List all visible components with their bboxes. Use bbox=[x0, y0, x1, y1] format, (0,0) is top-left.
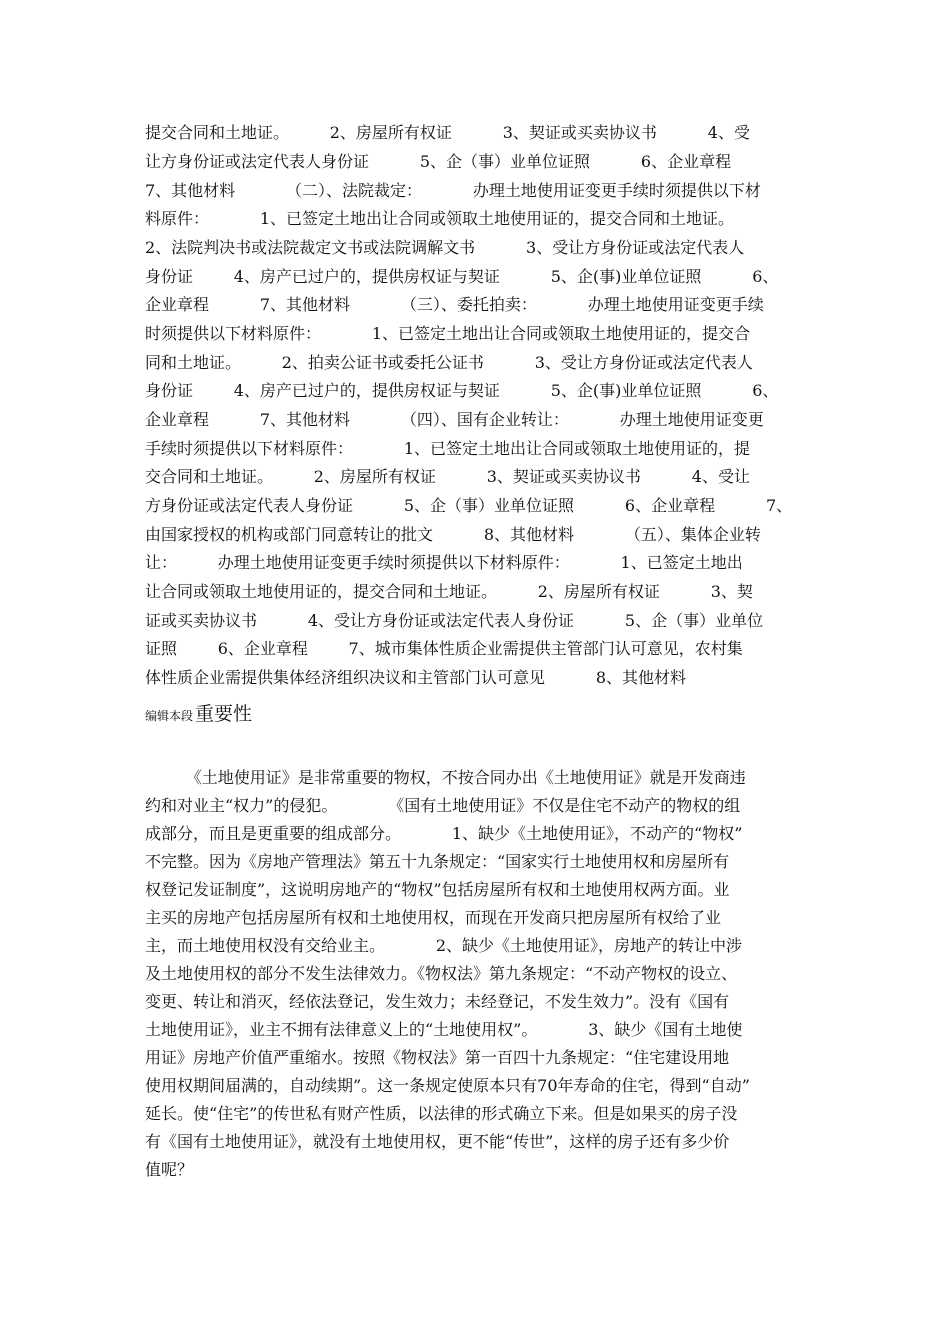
text-line: 同和土地证。 2、拍卖公证书或委托公证书 3、受让方身份证或法定代表人 bbox=[145, 353, 753, 372]
text-line: 企业章程 7、其他材料 （四）、国有企业转让： 办理土地使用证变更 bbox=[145, 410, 764, 429]
text-line: 延长。使“住宅”的传世私有财产性质，以法律的形式确立下来。但是如果买的房子没 bbox=[145, 1104, 738, 1123]
text-line: 权登记发证制度”，这说明房地产的“物权”包括房屋所有权和土地使用权两方面。业 bbox=[145, 880, 730, 899]
text-line: 提交合同和土地证。 2、房屋所有权证 3、契证或买卖协议书 4、受 bbox=[145, 123, 750, 142]
text-line: 7、其他材料 （二）、法院裁定： 办理土地使用证变更手续时须提供以下材 bbox=[145, 181, 761, 200]
text-line: 让： 办理土地使用证变更手续时须提供以下材料原件： 1、已签定土地出 bbox=[145, 553, 743, 572]
text-line: 约和对业主“权力”的侵犯。 《国有土地使用证》不仅是住宅不动产的物权的组 bbox=[145, 796, 741, 815]
text-line: 证照 6、企业章程 7、城市集体性质企业需提供主管部门认可意见，农村集 bbox=[145, 639, 743, 658]
text-line: 《土地使用证》是非常重要的物权，不按合同办出《土地使用证》就是开发商违 bbox=[145, 768, 746, 787]
text-line: 主，而土地使用权没有交给业主。 2、缺少《土地使用证》，房地产的转让中涉 bbox=[145, 936, 743, 955]
text-line: 值呢？ bbox=[145, 1160, 194, 1179]
text-line: 企业章程 7、其他材料 （三）、委托拍卖： 办理土地使用证变更手续 bbox=[145, 295, 764, 314]
text-line: 证或买卖协议书 4、受让方身份证或法定代表人身份证 5、企（事）业单位 bbox=[145, 611, 764, 630]
text-line: 成部分，而且是更重要的组成部分。 1、缺少《土地使用证》，不动产的“物权” bbox=[145, 824, 743, 843]
text-line: 方身份证或法定代表人身份证 5、企（事）业单位证照 6、企业章程 7、 bbox=[145, 496, 793, 515]
text-line: 料原件： 1、已签定土地出让合同或领取土地使用证的，提交合同和土地证。 bbox=[145, 209, 735, 228]
text-line: 让方身份证或法定代表人身份证 5、企（事）业单位证照 6、企业章程 bbox=[145, 152, 732, 171]
text-line: 由国家授权的机构或部门同意转让的批文 8、其他材料 （五）、集体企业转 bbox=[145, 525, 761, 544]
text-line: 主买的房地产包括房屋所有权和土地使用权，而现在开发商只把房屋所有权给了业 bbox=[145, 908, 722, 927]
text-line: 使用权期间届满的，自动续期”。这一条规定使原本只有70年寿命的住宅，得到“自动” bbox=[145, 1076, 750, 1095]
text-line: 让合同或领取土地使用证的，提交合同和土地证。 2、房屋所有权证 3、契 bbox=[145, 582, 753, 601]
text-line: 变更、转让和消灭，经依法登记，发生效力；未经登记，不发生效力”。没有《国有 bbox=[145, 992, 730, 1011]
text-line: 身份证 4、房产已过户的，提供房权证与契证 5、企(事)业单位证照 6、 bbox=[145, 267, 779, 286]
text-line: 时须提供以下材料原件： 1、已签定土地出让合同或领取土地使用证的，提交合 bbox=[145, 324, 751, 343]
text-line: 用证》房地产价值严重缩水。按照《物权法》第一百四十九条规定：“住宅建设用地 bbox=[145, 1048, 730, 1067]
edit-section-link[interactable]: 编辑本段 bbox=[145, 709, 194, 723]
text-line: 2、法院判决书或法院裁定文书或法院调解文书 3、受让方身份证或法定代表人 bbox=[145, 238, 745, 257]
text-line: 土地使用证》，业主不拥有法律意义上的“土地使用权”。 3、缺少《国有土地使 bbox=[145, 1020, 743, 1039]
text-line: 手续时须提供以下材料原件： 1、已签定土地出让合同或领取土地使用证的，提 bbox=[145, 439, 751, 458]
text-line: 有《国有土地使用证》，就没有土地使用权，更不能“传世”，这样的房子还有多少价 bbox=[145, 1132, 730, 1151]
text-line: 交合同和土地证。 2、房屋所有权证 3、契证或买卖协议书 4、受让 bbox=[145, 467, 750, 486]
text-line: 身份证 4、房产已过户的，提供房权证与契证 5、企(事)业单位证照 6、 bbox=[145, 381, 779, 400]
section-heading bbox=[145, 700, 252, 730]
text-line: 及土地使用权的部分不发生法律效力。《物权法》第九条规定：“不动产物权的设立、 bbox=[145, 964, 738, 983]
section-title: 重要性 bbox=[195, 703, 253, 725]
text-line: 体性质企业需提供集体经济组织决议和主管部门认可意见 8、其他材料 bbox=[145, 668, 687, 687]
text-line: 不完整。因为《房地产管理法》第五十九条规定：“国家实行土地使用权和房屋所有 bbox=[145, 852, 730, 871]
